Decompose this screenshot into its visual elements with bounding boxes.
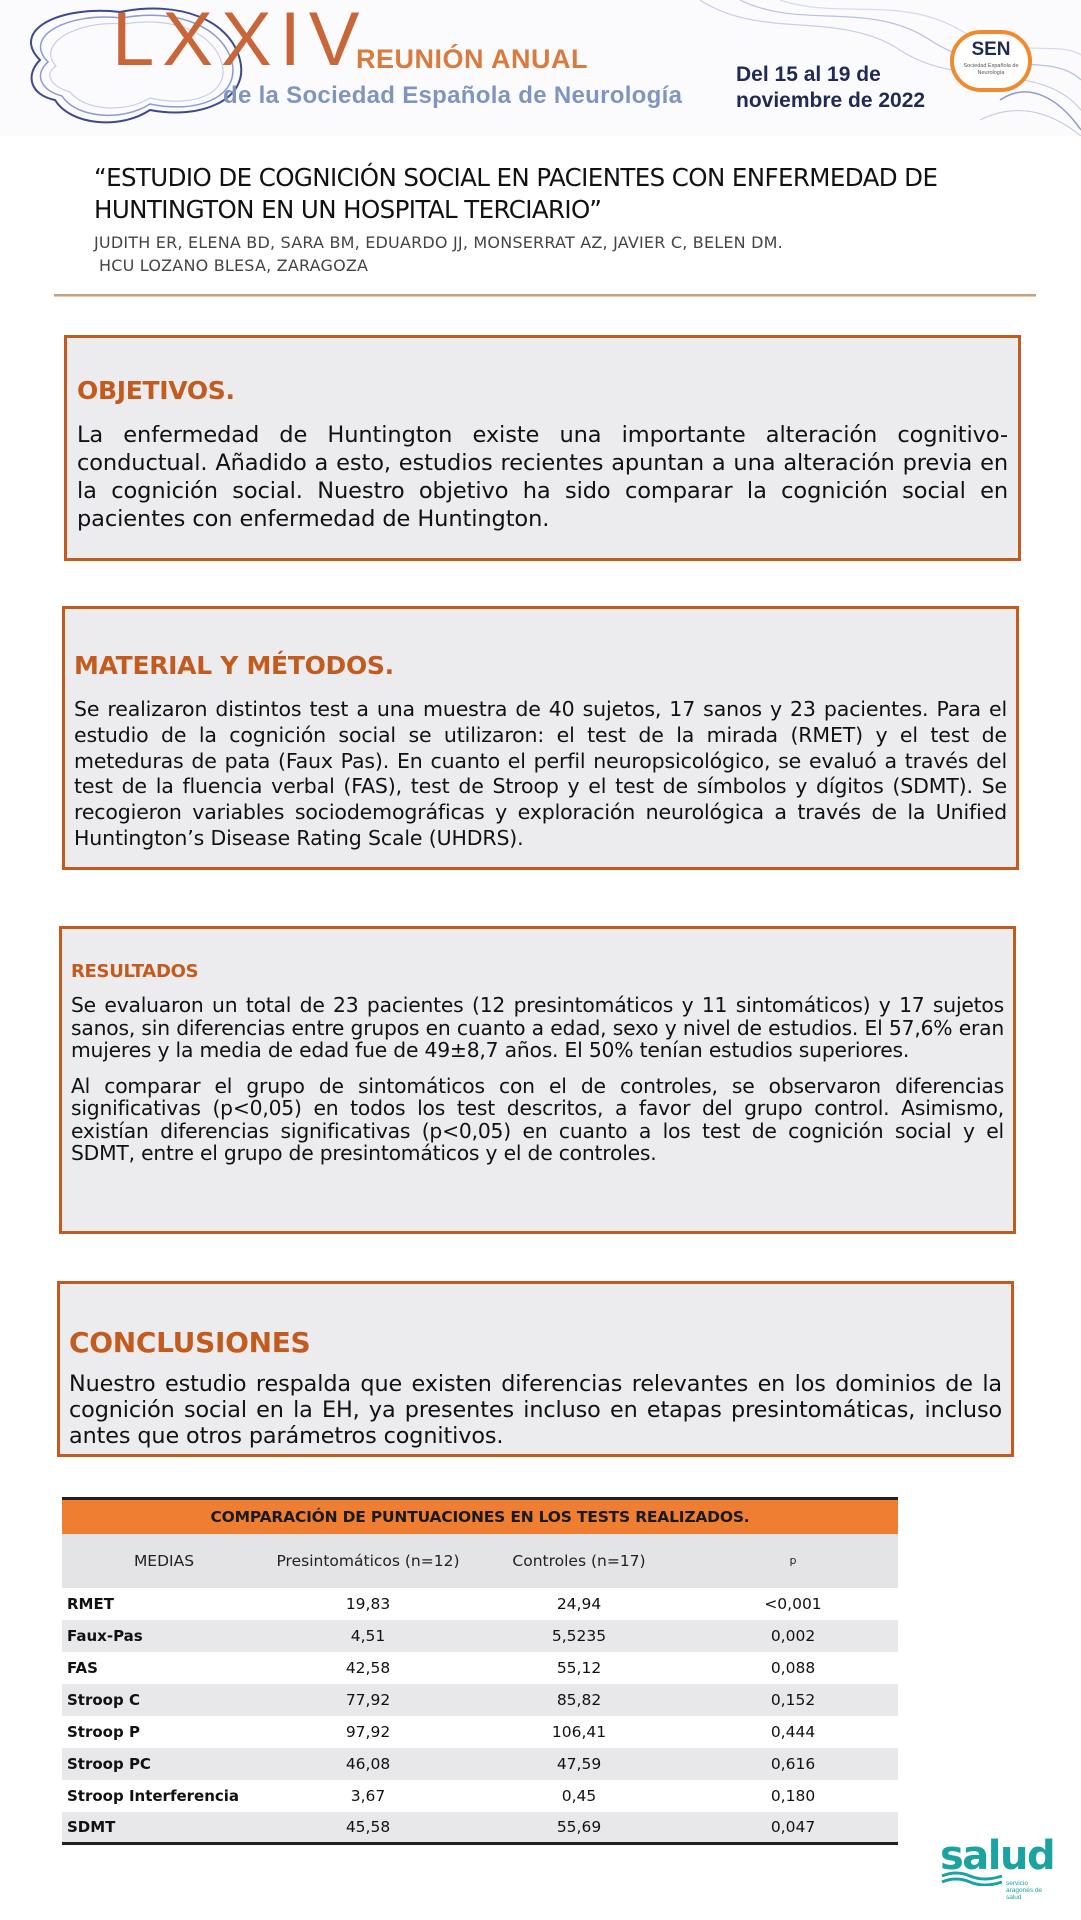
row-label: Stroop P — [67, 1722, 140, 1741]
table-cell: 47,59 — [470, 1748, 688, 1780]
table-cell: 106,41 — [551, 1722, 607, 1741]
table-cell: 0,444 — [770, 1722, 816, 1741]
section-body: La enfermedad de Huntington existe una importante alteración cognitivo-conductual. Añadido a esto, estudios recientes apuntan a una alteración previa en la cognición social. Nuestro objetivo ha sido comparar la cognición social en pacientes con enfermedad de Huntington. — [77, 422, 1008, 532]
salud-logo-subtitle: servicio aragonés de salud — [1006, 1880, 1043, 1901]
wave-icon — [940, 1870, 1004, 1886]
header-divider — [54, 294, 1036, 297]
section-body: Se realizaron distintos test a una muestra de 40 sujetos, 17 sanos y 23 pacientes. Para el estudio de la cognición social se utilizaron: el test de la mirada (RMET) y el test de meteduras de pata (Faux Pas). En cuanto el perfil neuropsicológico, se evaluó a través del test de la fluencia verbal (FAS), test de Stroop y el test de símbolos y dígitos (SDMT). Se recogieron variables sociodemográficas y exploración neurológica a través de la Unified Huntington’s Disease Rating Scale (UHDRS). — [74, 697, 1007, 850]
dates-line-2: noviembre de 2022 — [736, 89, 926, 112]
sen-logo — [950, 30, 1032, 92]
table-cell: 42,58 — [345, 1658, 391, 1677]
table-row — [62, 1748, 898, 1780]
table-cell: 0,45 — [561, 1786, 597, 1805]
section-body: Nuestro estudio respalda que existen diferencias relevantes en los dominios de la cognición social en la EH, ya presentes incluso en etapas presintomáticas, incluso antes que otros parámetros cognitivos. — [69, 1371, 1002, 1449]
table-cell: 77,92 — [266, 1684, 470, 1716]
table-cell: 19,83 — [345, 1594, 391, 1613]
section-objetivos — [64, 335, 1021, 561]
row-label: FAS — [67, 1658, 98, 1677]
table-row — [62, 1812, 898, 1844]
table-cell: 45,58 — [266, 1812, 470, 1844]
institution: HCU LOZANO BLESA, ZARAGOZA — [99, 256, 369, 275]
section-conclusiones — [57, 1281, 1014, 1457]
meeting-name: REUNIÓN ANUAL — [356, 44, 588, 74]
salud-logo-word: salud — [940, 1833, 1055, 1879]
conference-dates — [736, 62, 925, 114]
section-metodos — [62, 606, 1019, 870]
column-header: p — [688, 1534, 898, 1588]
table-cell: 85,82 — [470, 1684, 688, 1716]
column-header: Presintomáticos (n=12) — [266, 1534, 470, 1588]
table-row — [62, 1652, 898, 1684]
row-label: Stroop PC — [62, 1748, 266, 1780]
edition-numeral: LXXIV — [112, 0, 368, 82]
table-cell: 0,152 — [688, 1684, 898, 1716]
column-header: Controles (n=17) — [470, 1534, 688, 1588]
table-cell: 3,67 — [350, 1786, 386, 1805]
paper-title: “ESTUDIO DE COGNICIÓN SOCIAL EN PACIENTES CON ENFERMEDAD DE HUNTINGTON EN UN HOSPITAL TERCIARIO” — [94, 163, 938, 224]
table-cell: 55,12 — [556, 1658, 602, 1677]
table-cell: <0,001 — [764, 1594, 822, 1613]
table-cell: 46,08 — [266, 1748, 470, 1780]
section-heading: OBJETIVOS. — [77, 376, 235, 405]
table-row — [62, 1588, 898, 1620]
column-header: MEDIAS — [62, 1534, 266, 1588]
sen-logo-title: SEN — [971, 39, 1011, 60]
table-cell: 0,047 — [688, 1812, 898, 1844]
dates-line-1: Del 15 al 19 de — [736, 63, 881, 86]
table-cell: 55,69 — [470, 1812, 688, 1844]
table-cell: 0,616 — [688, 1748, 898, 1780]
author-list: JUDITH ER, ELENA BD, SARA BM, EDUARDO JJ, MONSERRAT AZ, JAVIER C, BELEN DM. — [94, 233, 783, 252]
salud-logo — [940, 1833, 1055, 1901]
results-table — [62, 1497, 898, 1845]
row-label: RMET — [67, 1594, 114, 1613]
table-cell: 24,94 — [556, 1594, 602, 1613]
section-heading: MATERIAL Y MÉTODOS. — [74, 651, 394, 680]
table-row — [62, 1684, 898, 1716]
row-label: Faux-Pas — [62, 1620, 266, 1652]
section-resultados — [59, 926, 1016, 1234]
section-heading: CONCLUSIONES — [69, 1326, 311, 1359]
table-caption: COMPARACIÓN DE PUNTUACIONES EN LOS TESTS REALIZADOS. — [62, 1499, 898, 1534]
conference-banner — [0, 0, 1081, 136]
table-row — [62, 1620, 898, 1652]
table-cell: 0,180 — [770, 1786, 816, 1805]
table-cell: 4,51 — [266, 1620, 470, 1652]
table-cell: 5,5235 — [470, 1620, 688, 1652]
table-cell: 97,92 — [345, 1722, 391, 1741]
row-label: SDMT — [62, 1812, 266, 1844]
section-body-paragraph-1: Se evaluaron un total de 23 pacientes (12 presintomáticos y 11 sintomáticos) y 17 sujetos sanos, sin diferencias entre grupos en cuanto a edad, sexo y nivel de estudios. El 57,6% eran mujeres y la media de edad fue de 49±8,7 años. El 50% tenían estudios superiores. — [71, 993, 1004, 1062]
sen-logo-subtitle: Sociedad Española de Neurología — [963, 63, 1019, 76]
section-body-paragraph-2: Al comparar el grupo de sintomáticos con el de controles, se observaron diferencias significativas (p<0,05) en todos los test descritos, a favor del grupo control. Asimismo, existían diferencias significativas (p<0,05) en cuanto a los test de cognición social y el SDMT, entre el grupo de presintomáticos y el de controles. — [71, 1073, 1004, 1165]
table-row — [62, 1780, 898, 1812]
table-cell: 0,002 — [688, 1620, 898, 1652]
row-label: Stroop Interferencia — [67, 1786, 240, 1805]
table-row — [62, 1716, 898, 1748]
society-name: de la Sociedad Española de Neurología — [223, 82, 683, 109]
table-cell: 0,088 — [770, 1658, 816, 1677]
row-label: Stroop C — [62, 1684, 266, 1716]
section-heading: RESULTADOS — [71, 961, 199, 982]
